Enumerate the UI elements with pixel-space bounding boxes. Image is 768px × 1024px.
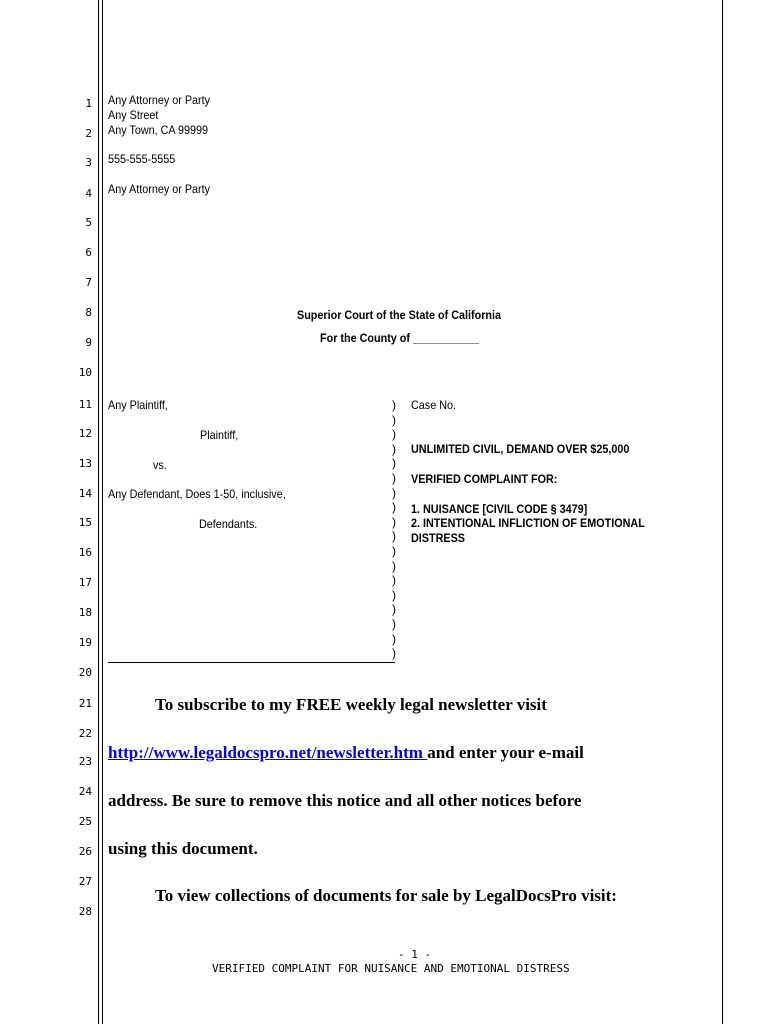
- line-number: 12: [78, 427, 92, 440]
- paren-mark: ): [392, 602, 396, 616]
- cause-of-action-2-cont: DISTRESS: [411, 531, 466, 545]
- attorney-name: Any Attorney or Party: [108, 93, 211, 107]
- defendant-name: Any Defendant, Does 1-50, inclusive,: [108, 487, 286, 501]
- left-margin-rule-inner: [102, 0, 103, 1024]
- attorney-street: Any Street: [108, 108, 159, 122]
- attorney-phone: 555-555-5555: [108, 152, 176, 166]
- versus: vs.: [153, 458, 167, 472]
- paren-mark: ): [392, 398, 396, 412]
- footer-title: VERIFIED COMPLAINT FOR NUISANCE AND EMOTIONAL DISTRESS: [212, 962, 570, 975]
- defendant-role: Defendants.: [199, 517, 258, 531]
- page-number: - 1 -: [398, 948, 432, 961]
- line-number: 6: [85, 246, 92, 259]
- paren-mark: ): [392, 500, 396, 514]
- paren-mark: ): [392, 427, 396, 441]
- paren-mark: ): [392, 588, 396, 602]
- line-number: 3: [85, 156, 92, 169]
- line-number: 5: [85, 216, 92, 229]
- newsletter-link[interactable]: http://www.legaldocspro.net/newsletter.htm: [108, 743, 428, 762]
- line-number: 24: [78, 785, 92, 798]
- court-name: Superior Court of the State of California: [297, 308, 502, 322]
- line-number: 17: [78, 576, 92, 589]
- line-number: 7: [85, 276, 92, 289]
- line-number: 15: [78, 516, 92, 529]
- paren-mark: ): [392, 646, 396, 660]
- paren-mark: ): [392, 442, 396, 456]
- line-number: 13: [78, 457, 92, 470]
- left-margin-rule-outer: [98, 0, 99, 1024]
- paren-mark: ): [392, 529, 396, 543]
- paren-mark: ): [392, 632, 396, 646]
- line-number: 10: [78, 366, 92, 379]
- notice-line-4: using this document.: [108, 839, 258, 858]
- caption-underline: [108, 662, 395, 663]
- line-number: 4: [85, 187, 92, 200]
- line-number: 19: [78, 636, 92, 649]
- complaint-for: VERIFIED COMPLAINT FOR:: [411, 472, 558, 486]
- cause-of-action-1: 1. NUISANCE [CIVIL CODE § 3479]: [411, 502, 588, 516]
- cause-of-action-2: 2. INTENTIONAL INFLICTION OF EMOTIONAL: [411, 516, 645, 530]
- line-number: 26: [78, 845, 92, 858]
- line-number: 27: [78, 875, 92, 888]
- paren-mark: ): [392, 515, 396, 529]
- notice-line-1: To subscribe to my FREE weekly legal newsletter visit: [155, 695, 547, 714]
- paren-mark: ): [392, 617, 396, 631]
- notice-line-2: [108, 743, 584, 763]
- line-number: 11: [78, 398, 92, 411]
- paren-mark: ): [392, 573, 396, 587]
- paren-mark: ): [392, 413, 396, 427]
- line-number: 20: [78, 666, 92, 679]
- line-number: 22: [78, 727, 92, 740]
- line-number: 14: [78, 487, 92, 500]
- attorney-for-party: Any Attorney or Party: [108, 182, 211, 196]
- line-number: 8: [85, 306, 92, 319]
- line-number: 21: [78, 697, 92, 710]
- right-margin-rule: [722, 0, 723, 1024]
- court-county: For the County of ___________: [320, 331, 480, 345]
- line-number: 28: [78, 905, 92, 918]
- line-number: 23: [78, 755, 92, 768]
- line-number: 2: [85, 127, 92, 140]
- line-number: 9: [85, 336, 92, 349]
- paren-mark: ): [392, 471, 396, 485]
- paren-mark: ): [392, 544, 396, 558]
- notice-line-2-rest: and enter your e-mail: [427, 743, 584, 762]
- plaintiff-role: Plaintiff,: [200, 428, 239, 442]
- line-number: 18: [78, 606, 92, 619]
- line-number: 25: [78, 815, 92, 828]
- line-number: 16: [78, 546, 92, 559]
- line-number: 1: [85, 97, 92, 110]
- case-number-label: Case No.: [411, 398, 457, 412]
- paren-mark: ): [392, 456, 396, 470]
- attorney-city: Any Town, CA 99999: [108, 123, 209, 137]
- plaintiff-name: Any Plaintiff,: [108, 398, 168, 412]
- paren-mark: ): [392, 486, 396, 500]
- paren-mark: ): [392, 559, 396, 573]
- civil-type: UNLIMITED CIVIL, DEMAND OVER $25,000: [411, 442, 630, 456]
- notice-line-3: address. Be sure to remove this notice and all other notices before: [108, 791, 582, 810]
- notice-line-5: To view collections of documents for sale by LegalDocsPro visit:: [155, 886, 617, 905]
